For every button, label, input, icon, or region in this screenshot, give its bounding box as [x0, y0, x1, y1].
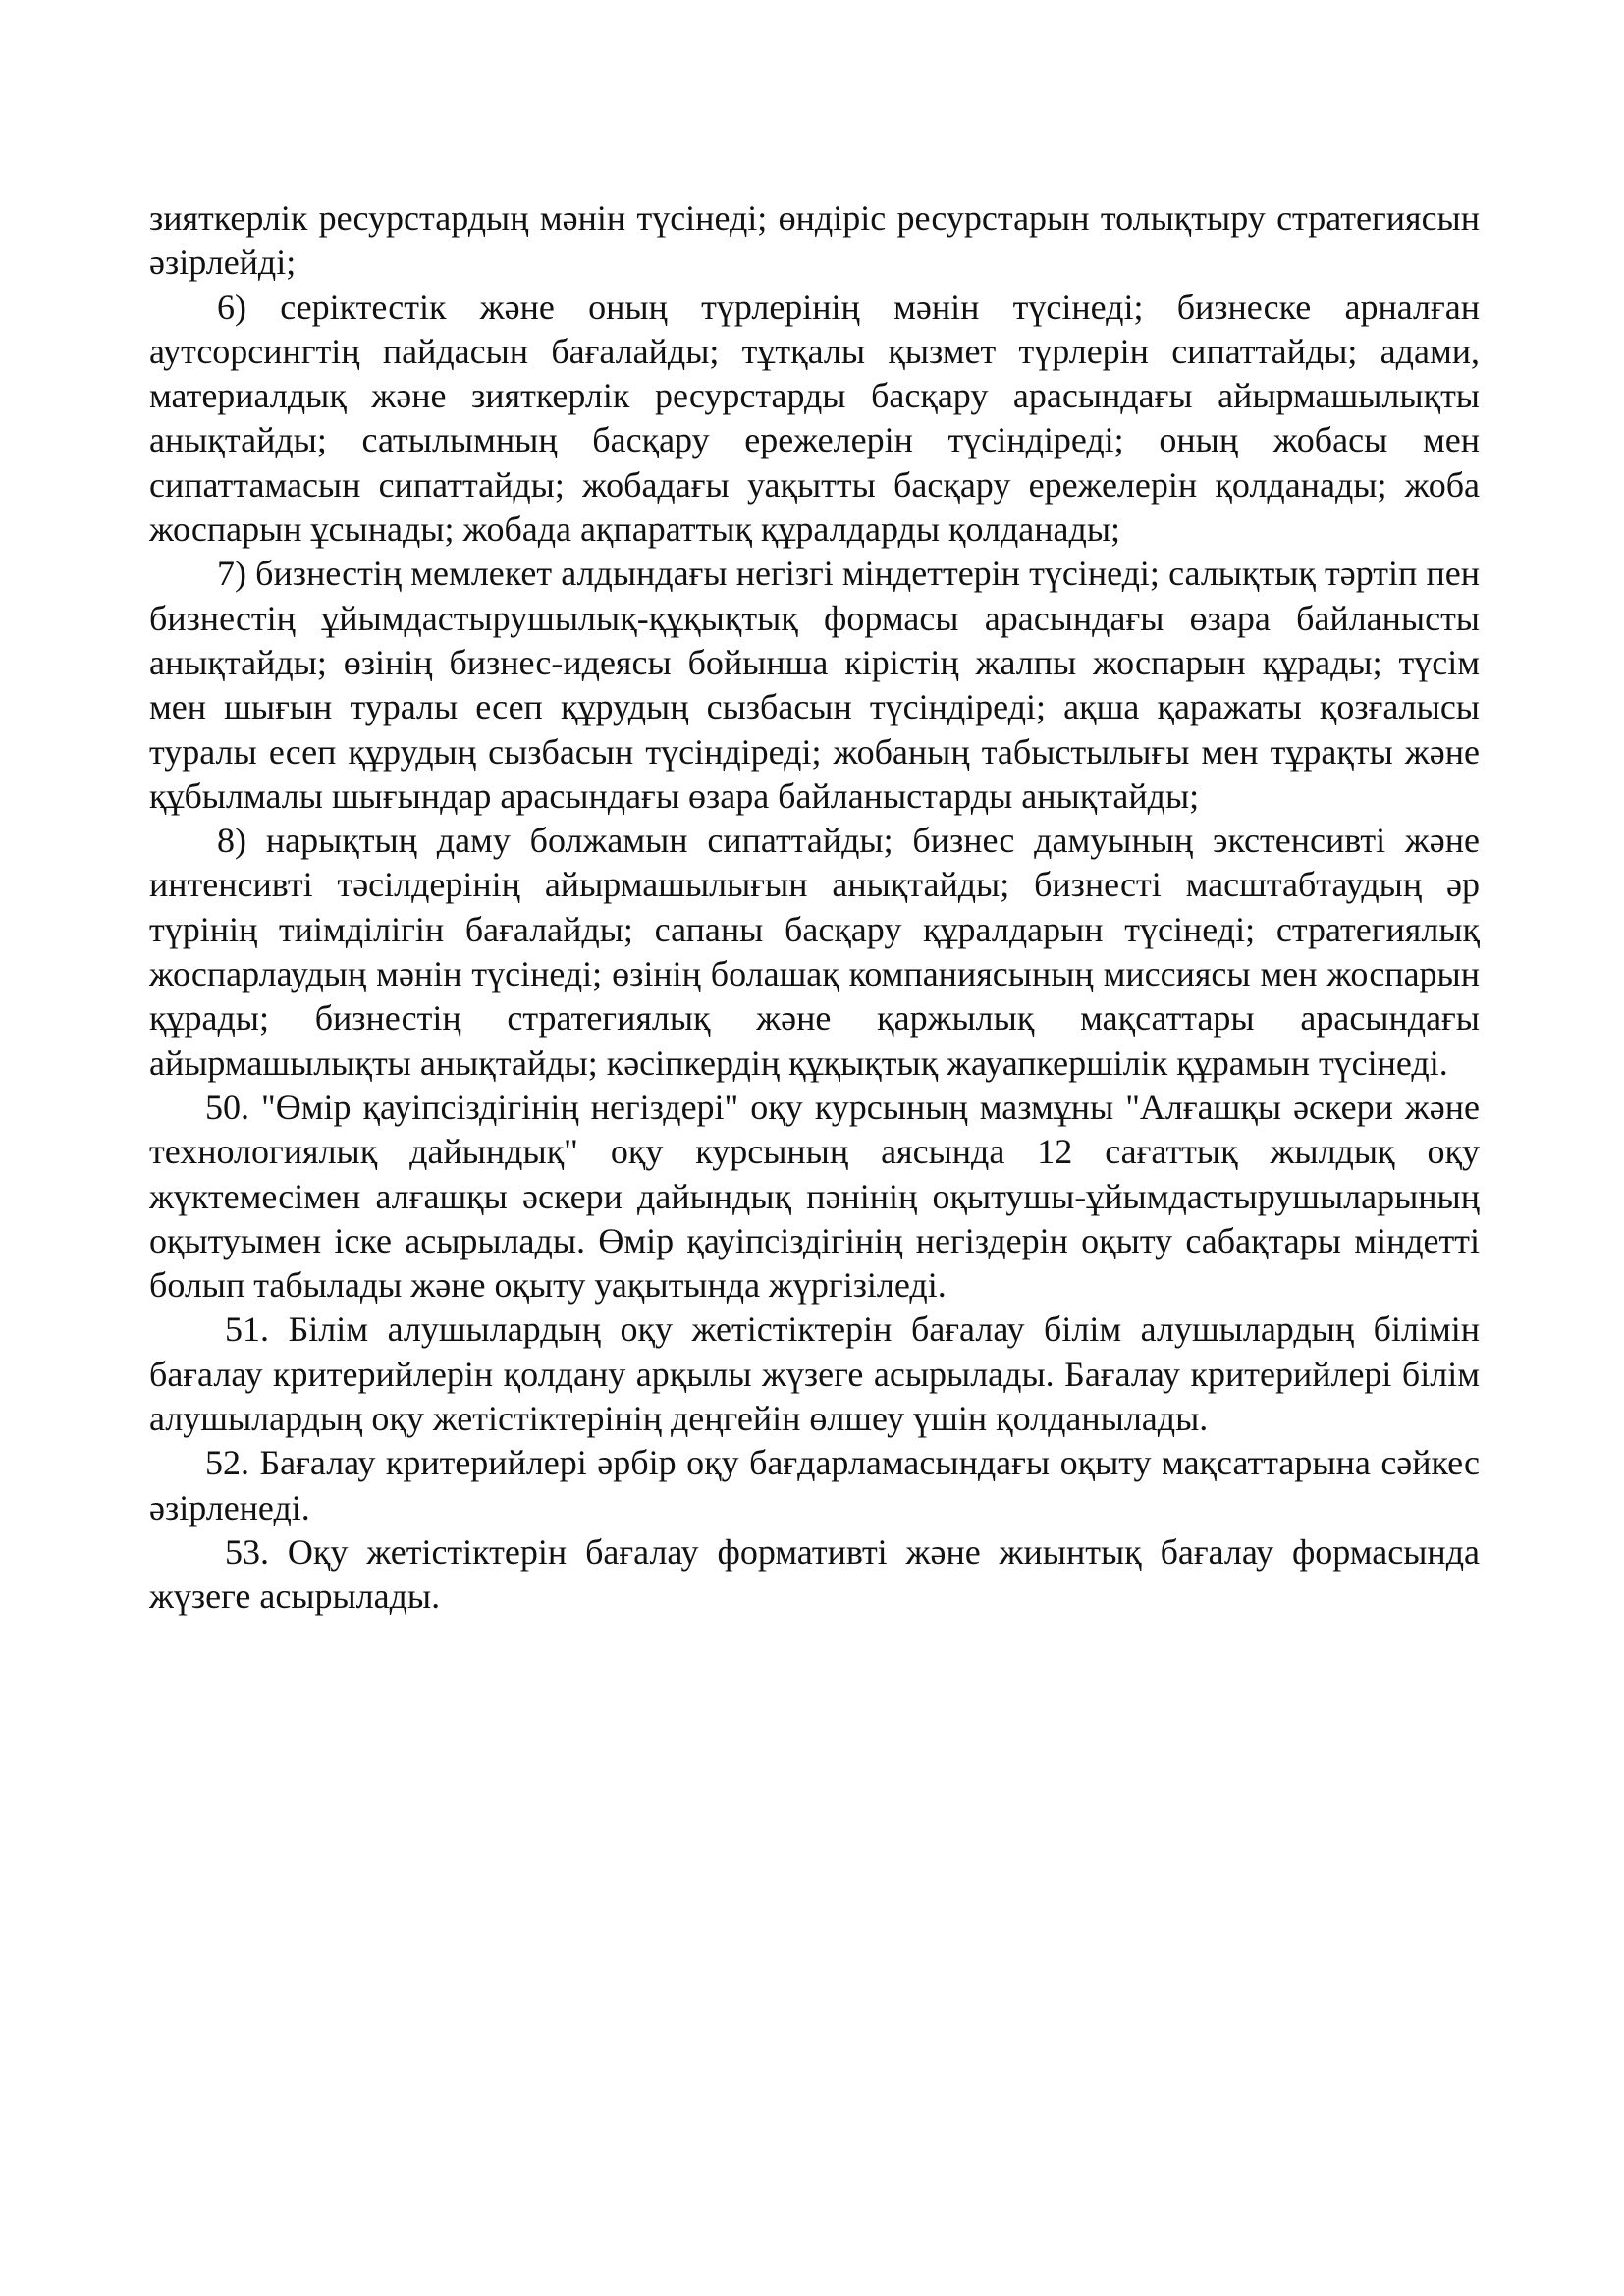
paragraph-53: 53. Оқу жетістіктерін бағалау формативті және жиынтық бағалау формасында жүзеге асырылады.: [149, 1531, 1480, 1617]
paragraph-item-8: 8) нарықтың даму болжамын сипаттайды; бизнес дамуының экстенсивті және интенсивті тәсілдерінің айырмашылығын анықтайды; бизнесті масштабтаудың әр түрінің тиімділігін бағалайды; сапаны басқару құралдарын түсінеді; стратегиялық жоспарлаудың мәнін түсінеді; өзінің болашақ компаниясының миссиясы мен жоспарын құрады; бизнестің стратегиялық және қаржылық мақсаттары арасындағы айырмашылықты анықтайды; кәсіпкердің құқықтық жауапкершілік құрамын түсінеді.: [149, 821, 1480, 1083]
paragraph-item-7: 7) бизнестің мемлекет алдындағы негізгі міндеттерін түсінеді; салықтық тәртіп пен бизнестің ұйымдастырушылық-құқықтық формасы арасындағы өзара байланысты анықтайды; өзінің бизнес-идеясы бойынша кірістің жалпы жоспарын құрады; түсім мен шығын туралы есеп құрудың сызбасын түсіндіреді; ақша қаражаты қозғалысы туралы есеп құрудың сызбасын түсіндіреді; жобаның табыстылығы мен тұрақты және құбылмалы шығындар арасындағы өзара байланыстарды анықтайды;: [149, 554, 1480, 816]
paragraph-continuation: зияткерлік ресурстардың мәнін түсінеді; өндіріс ресурстарын толықтыру стратегиясын әзірлейді;: [149, 198, 1480, 283]
paragraph-item-6: 6) серіктестік және оның түрлерінің мәнін түсінеді; бизнеске арналған аутсорсингтің пайдасын бағалайды; тұтқалы қызмет түрлерін сипаттайды; адами, материалдық және зияткерлік ресурстарды басқару арасындағы айырмашылықты анықтайды; сатылымның басқару ережелерін түсіндіреді; оның жобасы мен сипаттамасын сипаттайды; жобадағы уақытты басқару ережелерін қолданады; жоба жоспарын ұсынады; жобада ақпараттық құралдарды қолданады;: [149, 287, 1480, 550]
document-body: [149, 196, 1480, 1620]
paragraph-50: 50. "Өмір қауіпсіздігінің негіздері" оқу курсының мазмұны "Алғашқы әскери және технологиялық дайындық" оқу курсының аясында 12 сағаттық жылдық оқу жүктемесімен алғашқы әскери дайындық пәнінің оқытушы-ұйымдастырушыларының оқытуымен іске асырылады. Өмір қауіпсіздігінің негіздерін оқыту сабақтары міндетті болып табылады және оқыту уақытында жүргізіледі.: [149, 1087, 1480, 1306]
paragraph-52: 52. Бағалау критерийлері әрбір оқу бағдарламасындағы оқыту мақсаттарына сәйкес әзірленеді.: [149, 1443, 1480, 1527]
paragraph-51: 51. Білім алушылардың оқу жетістіктерін бағалау білім алушылардың білімін бағалау критерийлерін қолдану арқылы жүзеге асырылады. Бағалау критерийлері білім алушылардың оқу жетістіктерінің деңгейін өлшеу үшін қолданылады.: [149, 1309, 1480, 1439]
